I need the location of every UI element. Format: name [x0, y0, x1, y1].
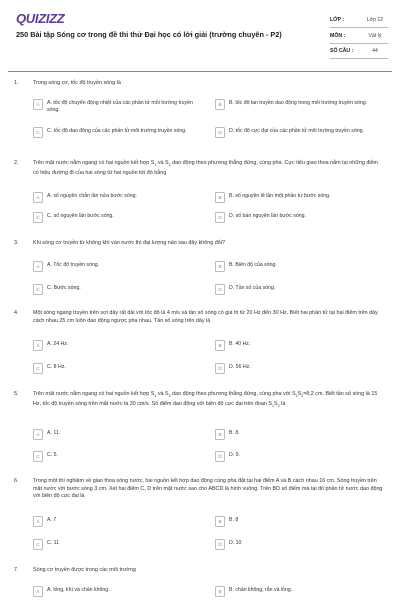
- option-text: B. Biên độ của sóng.: [229, 262, 277, 268]
- class-value: Lớp 12: [366, 17, 384, 23]
- worksheet-header: [0, 0, 400, 76]
- option-letter-box[interactable]: A: [33, 261, 43, 272]
- option-letter-box[interactable]: C: [33, 127, 43, 138]
- option-text: C. tốc độ dao động của các phần tử môi trường truyền sóng.: [47, 128, 187, 134]
- header-divider: [8, 71, 392, 72]
- option-letter-box[interactable]: A: [33, 429, 43, 440]
- class-underline: [330, 27, 388, 28]
- option-text: C. 11: [47, 540, 60, 546]
- option-text: B. tốc độ lan truyền dao động trong môi trường truyền sóng.: [229, 100, 368, 106]
- option-letter-box[interactable]: B: [215, 99, 225, 110]
- option-letter-box[interactable]: D: [215, 127, 225, 138]
- question-number: 6.: [14, 478, 19, 484]
- question-text: Trên mặt nước nằm ngang có hai nguồn kết hợp $S_1$ và $S_2$ dao động theo phương thẳng đứng, cùng pha. Cực tiểu giao thoa nằm tại những điểm có hiệu đường đi của hai sóng từ hai nguồn tới đó bằng: [33, 160, 379, 176]
- option-text: D. 10: [229, 540, 242, 546]
- option-text: C. 5.: [47, 452, 58, 458]
- question-count-value: 44: [372, 48, 378, 54]
- option-text: D. tốc độ cực đại của các phần tử môi trường truyền sóng.: [229, 128, 364, 134]
- question-text: Trong một thí nghiệm về giao thoa sóng nước, hai nguồn kết hợp dao động cùng pha đặt tại hai điểm A và B cách nhau 16 cm. Sóng truyền trên mặt nước với bước sóng 3 cm. Xét hai điểm C, D trên mặt nước sao cho ABCD là hình vuông. Trên BD số điểm mà tại đó phần tử nước dao động với biên độ cực đại là: [33, 478, 383, 500]
- question-text: Trong sóng cơ, tốc độ truyền sóng là: [33, 80, 121, 86]
- option-letter-box[interactable]: A: [33, 99, 43, 110]
- option-letter-box[interactable]: C: [33, 451, 43, 462]
- option-letter-box[interactable]: D: [215, 451, 225, 462]
- option-text: A. 24 Hz.: [47, 341, 69, 347]
- option-text: A. tốc độ chuyển động nhiệt của các phần tử môi trường truyền sóng.: [47, 100, 193, 114]
- option-letter-box[interactable]: B: [215, 261, 225, 272]
- subject-underline: [330, 43, 388, 44]
- option-letter-box[interactable]: B: [215, 192, 225, 203]
- question-number: 1.: [14, 80, 19, 86]
- option-letter-box[interactable]: D: [215, 284, 225, 295]
- option-letter-box[interactable]: B: [215, 340, 225, 351]
- option-text: A. Tốc độ truyền sóng.: [47, 262, 100, 268]
- option-letter-box[interactable]: C: [33, 212, 43, 223]
- option-text: C. 8 Hz.: [47, 364, 66, 370]
- question-text: Một sóng ngang truyền trên sợi dây rất dài với tốc độ là 4 m/s và tần số sóng có giá trị từ 20 Hz đến 30 Hz. Biết hai phần tử tại hai điểm trên dây cách nhau 25 cm luôn dao động ngược pha nhau. Tần số sóng trên dây là: [33, 310, 378, 324]
- option-text: B. chân không, rắn và lỏng.: [229, 587, 293, 593]
- option-text: D. 56 Hz.: [229, 364, 251, 370]
- subject-label: MÔN :: [330, 33, 346, 39]
- question-number: 7.: [14, 567, 19, 573]
- option-letter-box[interactable]: A: [33, 340, 43, 351]
- option-letter-box[interactable]: D: [215, 539, 225, 550]
- question-count-underline: [330, 58, 388, 59]
- option-text: D. số bán nguyên lần bước sóng.: [229, 213, 306, 219]
- class-label: LỚP :: [330, 17, 345, 23]
- option-letter-box[interactable]: C: [33, 539, 43, 550]
- option-text: A. số nguyên chẵn lần nửa bước sóng.: [47, 193, 137, 199]
- option-text: C. số nguyên lần bước sóng.: [47, 213, 114, 219]
- option-text: A. 11.: [47, 430, 61, 436]
- question-number: 2.: [14, 160, 19, 166]
- option-letter-box[interactable]: A: [33, 586, 43, 597]
- question-text: Sóng cơ truyền được trong các môi trường: [33, 567, 136, 573]
- option-text: C. Bước sóng.: [47, 285, 81, 291]
- option-letter-box[interactable]: A: [33, 192, 43, 203]
- option-text: B. 40 Hz.: [229, 341, 251, 347]
- option-text: D. 9.: [229, 452, 240, 458]
- option-letter-box[interactable]: C: [33, 284, 43, 295]
- page-title: 250 Bài tập Sóng cơ trong đề thi thử Đại học có lời giải (trường chuyên - P2): [16, 30, 282, 39]
- option-letter-box[interactable]: B: [215, 429, 225, 440]
- option-letter-box[interactable]: D: [215, 363, 225, 374]
- option-text: B. 8.: [229, 430, 240, 436]
- question-count-label: SỐ CÂU :: [330, 48, 354, 54]
- option-text: B. 8: [229, 517, 239, 523]
- option-letter-box[interactable]: B: [215, 516, 225, 527]
- option-text: D. Tần số của sóng.: [229, 285, 276, 291]
- question-text: Trên mặt nước nằm ngang có hai nguồn kết hợp $S_1$ và $S_2$ dao động theo phương thẳng đứng, cùng pha với $S_1S_2=8,2$ cm. Biết tần số sóng là 15 Hz, tốc độ truyền sóng trên mặt nước là 30 cm/s. Số điểm dao động với biên độ cực đại trên đoạn $S_1S_2$ là: [33, 391, 378, 408]
- option-letter-box[interactable]: B: [215, 586, 225, 597]
- option-text: A. 7: [47, 517, 57, 523]
- question-number: 5.: [14, 391, 19, 397]
- question-number: 4.: [14, 310, 19, 316]
- quizizz-logo: QUIZIZZ: [16, 11, 65, 26]
- option-text: A. lỏng, khí và chân không.: [47, 587, 110, 593]
- option-text: B. số nguyên lẻ lần một phần tư bước sóng.: [229, 193, 331, 199]
- option-letter-box[interactable]: C: [33, 363, 43, 374]
- question-number: 3.: [14, 240, 19, 246]
- option-letter-box[interactable]: A: [33, 516, 43, 527]
- option-letter-box[interactable]: D: [215, 212, 225, 223]
- question-text: Khi sóng cơ truyền từ không khí vào nước thì đại lượng nào sau đây không đổi?: [33, 240, 225, 246]
- subject-value: Vật lý: [368, 33, 382, 39]
